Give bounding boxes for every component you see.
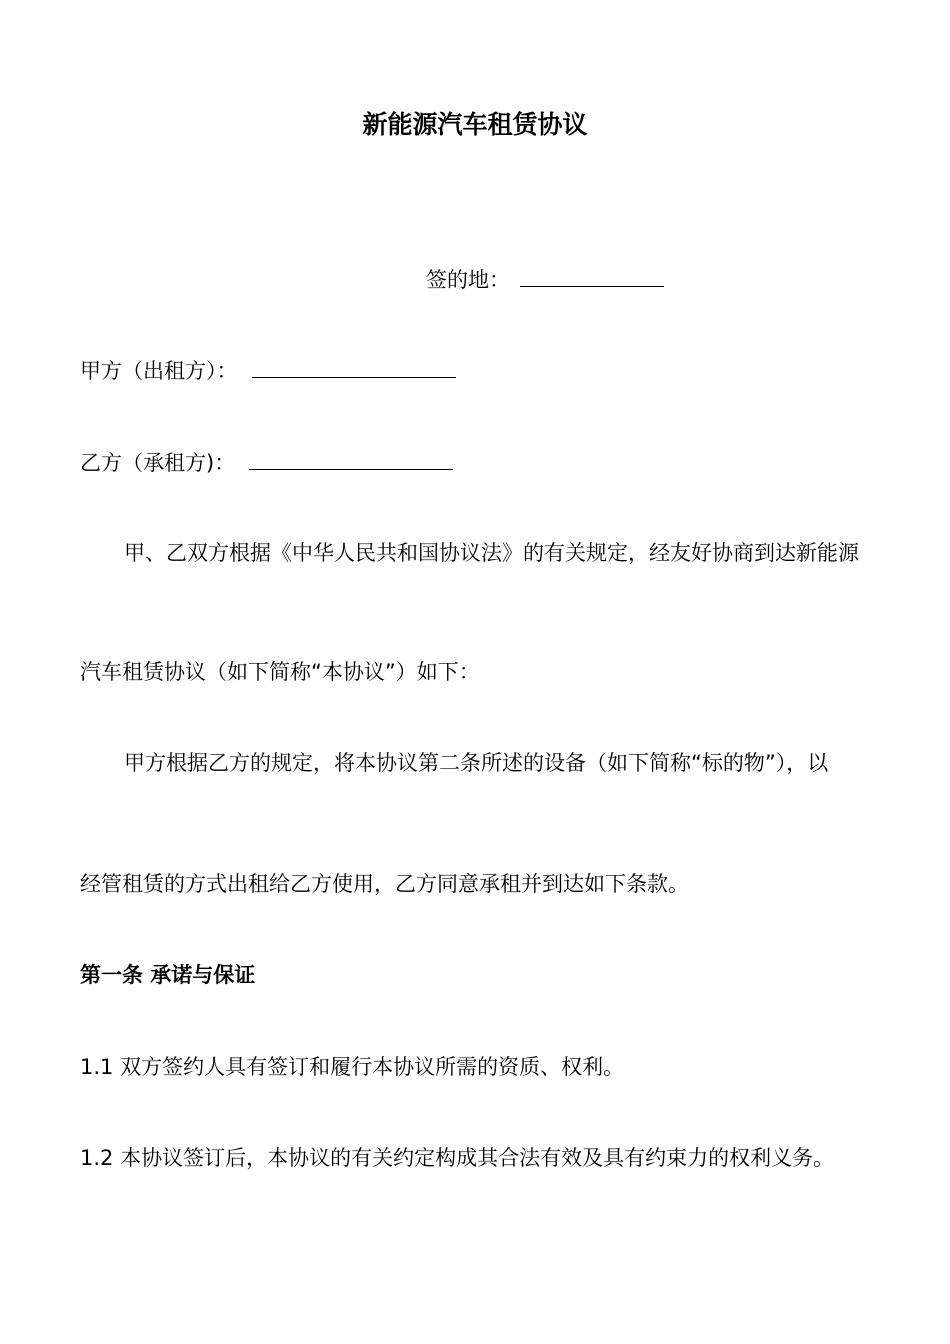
paragraph-2-line-1: 甲方根据乙方的规定，将本协议第二条所述的设备（如下简称“标的物”），以 — [124, 751, 829, 775]
intro-line-2: 汽车租赁协议（如下简称“本协议”）如下： — [80, 660, 480, 684]
signing-place-blank[interactable] — [520, 264, 664, 287]
party-b-label: 乙方（承租方)： — [80, 451, 236, 475]
intro-line-1: 甲、乙双方根据《中华人民共和国协议法》的有关规定，经友好协商到达新能源 — [124, 541, 859, 565]
clause-1-1: 1.1 双方签约人具有签订和履行本协议所需的资质、权利。 — [80, 1055, 625, 1079]
party-a-label: 甲方（出租方）： — [80, 359, 238, 383]
paragraph-2-line-2: 经管租赁的方式出租给乙方使用，乙方同意承租并到达如下条款。 — [80, 872, 689, 896]
article-1-heading: 第一条 承诺与保证 — [80, 963, 256, 987]
clause-1-2: 1.2 本协议签订后，本协议的有关约定构成其合法有效及具有约束力的权利义务。 — [80, 1146, 835, 1170]
party-a-line — [80, 355, 456, 386]
party-a-blank[interactable] — [252, 355, 456, 378]
document-title: 新能源汽车租赁协议 — [362, 110, 588, 139]
party-b-line — [80, 447, 453, 478]
signing-place-line — [426, 264, 664, 295]
party-b-blank[interactable] — [249, 447, 453, 470]
signing-place-label: 签的地： — [426, 268, 510, 292]
